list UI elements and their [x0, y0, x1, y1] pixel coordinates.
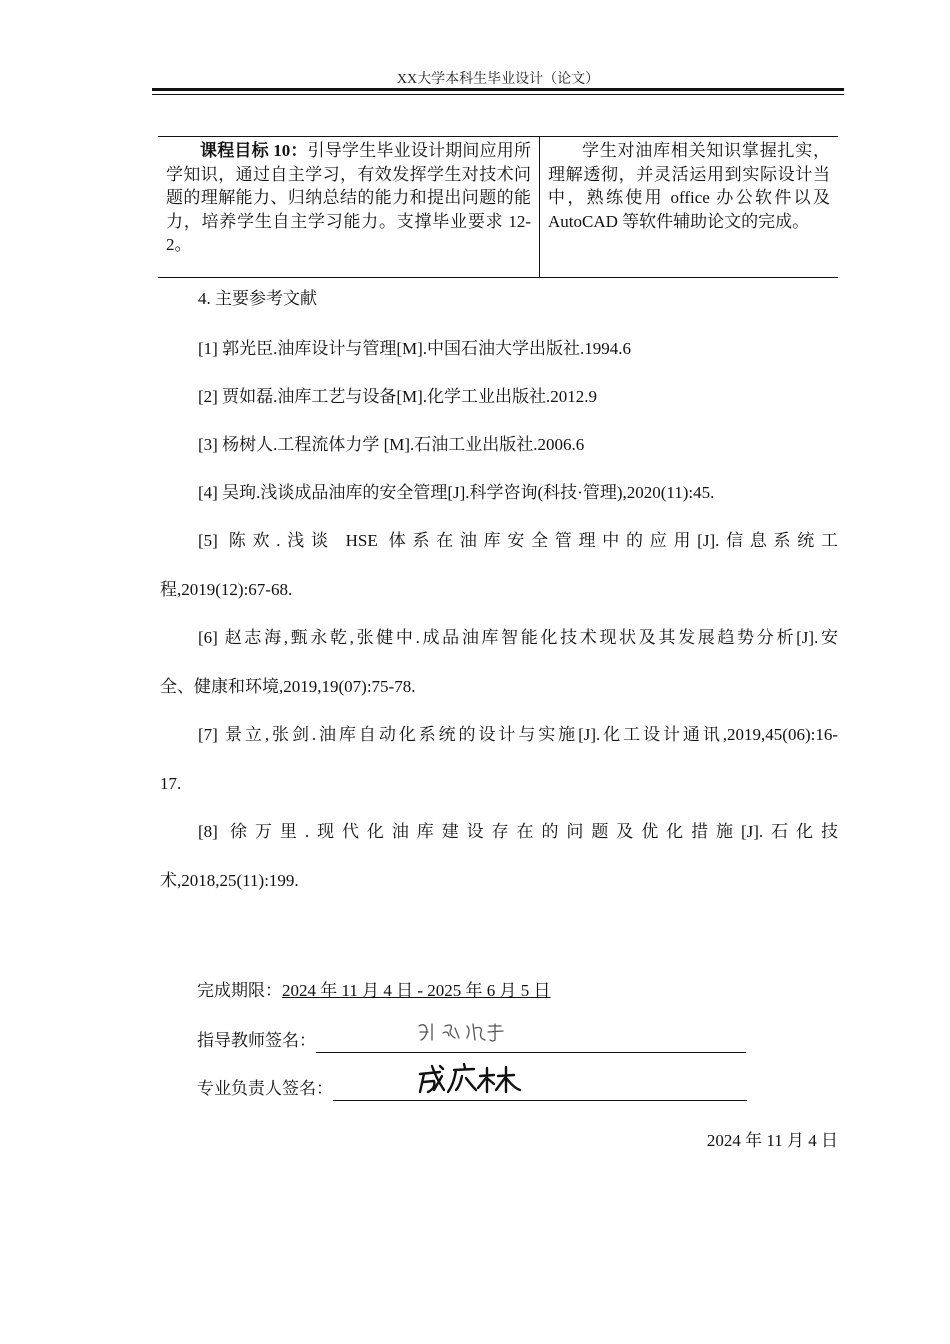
page-header: XX大学本科生毕业设计（论文） [396, 72, 600, 87]
reference-item-cont: 程,2019(12):67-68. [160, 580, 293, 599]
head-signature-line [333, 1082, 747, 1101]
completion-label: 完成期限： [197, 981, 282, 1000]
advisor-signature-image [415, 1018, 515, 1048]
completion-value: 2024 年 11 月 4 日 - 2025 年 6 月 5 日 [282, 981, 551, 1000]
reference-item: [4] 吴珣.浅谈成品油库的安全管理[J].科学咨询(科技·管理),2020(11):45. [198, 483, 715, 502]
reference-item: [6] 赵志海,甄永乾,张健中.成品油库智能化技术现状及其发展趋势分析[J].安 [198, 628, 838, 647]
evaluation-text: 学生对油库相关知识掌握扎实，理解透彻，并灵活运用到实际设计当中，熟练使用 office 办公软件以及 AutoCAD 等软件辅助论文的完成。 [548, 141, 830, 231]
course-goal-table [158, 136, 838, 278]
reference-item-cont: 术,2018,25(11):199. [160, 871, 299, 890]
advisor-label: 指导教师签名： [197, 1031, 316, 1050]
reference-item: [8] 徐万里.现代化油库建设存在的问题及优化措施[J].石化技 [198, 822, 838, 841]
reference-item: [3] 杨树人.工程流体力学 [M].石油工业出版社.2006.6 [198, 435, 585, 454]
head-signature-image [414, 1062, 524, 1096]
reference-item: [2] 贾如磊.油库工艺与设备[M].化学工业出版社.2012.9 [198, 387, 598, 406]
reference-item-cont: 全、健康和环境,2019,19(07):75-78. [160, 677, 416, 696]
head-label: 专业负责人签名： [197, 1079, 333, 1098]
table-row [158, 137, 838, 278]
header-rule-thick [152, 88, 844, 91]
document-date: 2024 年 11 月 4 日 [706, 1131, 838, 1150]
reference-item: [1] 郭光臣.油库设计与管理[M].中国石油大学出版社.1994.6 [198, 339, 632, 358]
completion-deadline [197, 979, 551, 1003]
references-heading: 4. 主要参考文献 [198, 289, 317, 308]
evaluation-cell [540, 137, 839, 278]
reference-item: [5] 陈欢.浅谈 HSE 体系在油库安全管理中的应用[J].信息系统工 [198, 531, 838, 550]
reference-item: [7] 景立,张剑.油库自动化系统的设计与实施[J].化工设计通讯,2019,45(06):16- [198, 725, 838, 744]
goal-text: 引导学生毕业设计期间应用所学知识，通过自主学习，有效发挥学生对技术问题的理解能力、归纳总结的能力和提出问题的能力，培养学生自主学习能力。支撑毕业要求 12-2。 [166, 141, 532, 254]
goal-label: 课程目标 10： [200, 141, 308, 160]
header-rule-thin [152, 94, 844, 95]
advisor-signature-line [316, 1034, 746, 1053]
goal-cell [158, 137, 540, 278]
reference-item-cont: 17. [160, 774, 182, 793]
